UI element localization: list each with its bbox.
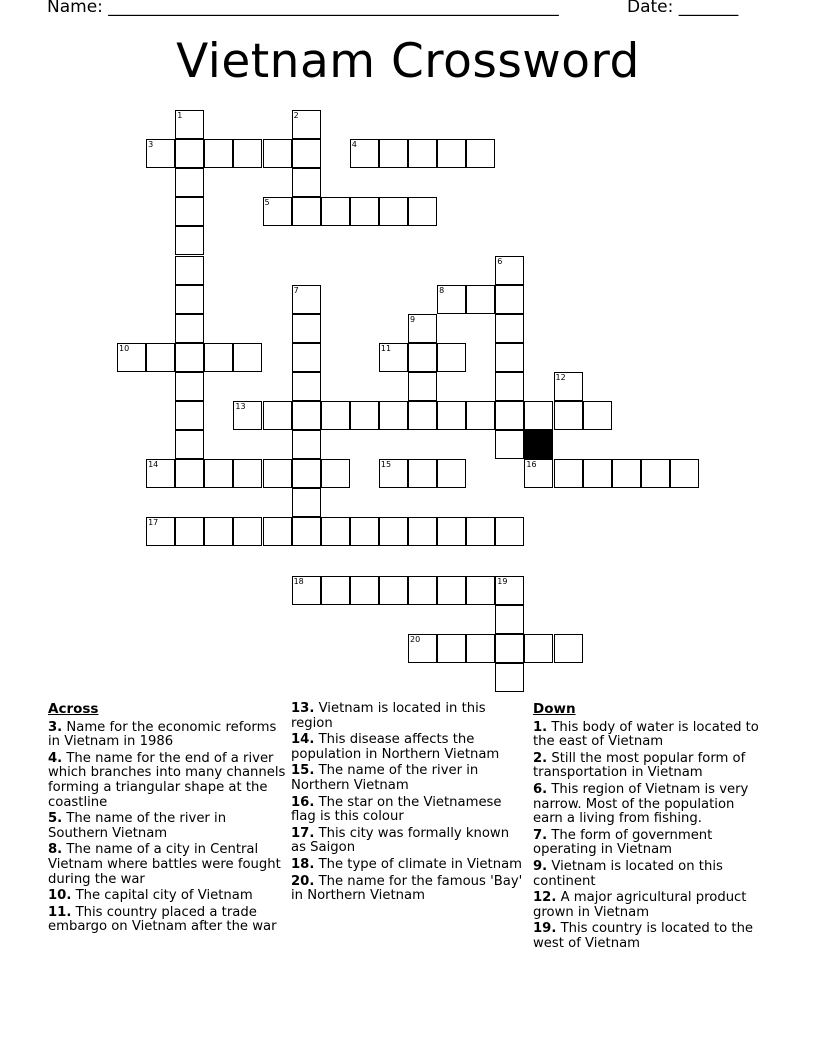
grid-cell[interactable]	[408, 139, 437, 168]
across-clue	[48, 812, 286, 841]
grid-cell[interactable]	[554, 401, 583, 430]
down-clue	[533, 860, 765, 889]
clue-number: 4	[351, 140, 357, 150]
grid-cell[interactable]	[263, 517, 292, 546]
clue-num: 20.	[291, 873, 315, 889]
grid-cell[interactable]	[321, 401, 350, 430]
grid-cell[interactable]	[466, 576, 495, 605]
across-clue	[48, 752, 286, 810]
grid-cell[interactable]	[437, 517, 466, 546]
grid-cell[interactable]	[408, 459, 437, 488]
grid-cell[interactable]	[175, 197, 204, 226]
clue-number: 11	[380, 343, 392, 353]
clue-number: 1	[177, 111, 183, 120]
grid-cell[interactable]	[524, 634, 553, 663]
grid-cell[interactable]	[292, 285, 321, 314]
clue-num: 3.	[48, 719, 63, 735]
down-heading: Down	[533, 701, 576, 717]
clue-number: 18	[293, 576, 304, 586]
grid-cell[interactable]	[408, 634, 437, 663]
clue-num: 6.	[533, 781, 548, 797]
grid-cell[interactable]	[175, 168, 204, 197]
down-clue	[533, 829, 765, 858]
clue-number: 6	[497, 256, 503, 266]
across-clue	[48, 889, 286, 904]
grid-cell[interactable]	[292, 110, 321, 139]
black-cell	[524, 430, 553, 459]
grid-cell[interactable]	[641, 459, 670, 488]
across-clue	[291, 764, 523, 793]
clue-text: This body of water is located to the east of Vietnam	[533, 719, 759, 750]
grid-cell[interactable]	[146, 343, 175, 372]
down-clues-column	[533, 702, 765, 954]
clue-num: 14.	[291, 732, 315, 748]
grid-cell[interactable]	[379, 401, 408, 430]
across-clue	[48, 906, 286, 935]
grid-cell[interactable]	[204, 459, 233, 488]
grid-cell[interactable]	[350, 401, 379, 430]
clue-num: 19.	[533, 921, 557, 937]
clue-num: 18.	[291, 856, 315, 872]
clue-text: Name for the economic reforms in Vietnam in 1986	[48, 719, 277, 750]
grid-cell[interactable]	[379, 517, 408, 546]
grid-cell[interactable]	[292, 401, 321, 430]
grid-cell[interactable]	[408, 517, 437, 546]
grid-cell[interactable]	[379, 576, 408, 605]
grid-cell[interactable]	[466, 517, 495, 546]
grid-cell[interactable]	[495, 372, 524, 401]
clue-num: 8.	[48, 842, 63, 858]
grid-cell[interactable]	[495, 256, 524, 285]
grid-cell[interactable]	[466, 285, 495, 314]
across-clue	[291, 827, 523, 856]
clue-number: 5	[264, 198, 270, 208]
clue-text: The form of government operating in Vietnam	[533, 827, 713, 858]
clue-number: 3	[148, 140, 154, 150]
grid-cell[interactable]	[437, 139, 466, 168]
grid-cell[interactable]	[408, 197, 437, 226]
name-field-label: Name: _____________________________________________________	[47, 0, 559, 17]
across-clue	[291, 733, 523, 762]
grid-cell[interactable]	[175, 226, 204, 255]
grid-cell[interactable]	[263, 197, 292, 226]
clue-text: The name of the river in Southern Vietnam	[48, 811, 227, 841]
clue-num: 4.	[48, 750, 63, 766]
grid-cell[interactable]	[379, 343, 408, 372]
clue-num: 15.	[291, 763, 315, 779]
clue-num: 16.	[291, 794, 315, 810]
grid-cell[interactable]	[350, 576, 379, 605]
clue-text: This region of Vietnam is very narrow. Most of the population earn a living from fishing.	[533, 781, 749, 827]
grid-cell[interactable]	[175, 372, 204, 401]
grid-cell[interactable]	[437, 343, 466, 372]
clue-number: 2	[293, 111, 299, 120]
grid-cell[interactable]	[233, 459, 262, 488]
grid-cell[interactable]	[146, 459, 175, 488]
grid-cell[interactable]	[146, 139, 175, 168]
clue-text: Still the most popular form of transportation in Vietnam	[533, 750, 746, 781]
grid-cell[interactable]	[554, 459, 583, 488]
down-clue	[533, 783, 765, 827]
grid-cell[interactable]	[495, 663, 524, 692]
grid-cell[interactable]	[292, 197, 321, 226]
clue-text: Vietnam is located in this region	[291, 701, 486, 731]
across-clue	[291, 858, 523, 873]
down-clue	[533, 922, 765, 951]
clue-text: This country placed a trade embargo on Vietnam after the war	[48, 904, 277, 935]
grid-cell[interactable]	[379, 139, 408, 168]
grid-cell[interactable]	[175, 401, 204, 430]
grid-cell[interactable]	[495, 401, 524, 430]
grid-cell[interactable]	[379, 459, 408, 488]
grid-cell[interactable]	[612, 459, 641, 488]
grid-cell[interactable]	[175, 285, 204, 314]
grid-cell[interactable]	[350, 139, 379, 168]
grid-cell[interactable]	[379, 197, 408, 226]
grid-cell[interactable]	[146, 517, 175, 546]
clue-num: 2.	[533, 750, 548, 766]
grid-cell[interactable]	[292, 139, 321, 168]
grid-cell[interactable]	[175, 110, 204, 139]
grid-cell[interactable]	[204, 343, 233, 372]
clue-number: 14	[148, 460, 159, 470]
grid-cell[interactable]	[321, 517, 350, 546]
grid-cell[interactable]	[437, 459, 466, 488]
clue-text: The name for the famous 'Bay' in Northern Vietnam	[291, 873, 523, 904]
grid-cell[interactable]	[350, 517, 379, 546]
grid-cell[interactable]	[408, 343, 437, 372]
clue-number: 20	[410, 634, 421, 644]
grid-cell[interactable]	[495, 285, 524, 314]
grid-cell[interactable]	[175, 343, 204, 372]
clue-number: 13	[235, 402, 246, 411]
grid-cell[interactable]	[321, 459, 350, 488]
clue-text: This country is located to the west of Vietnam	[533, 921, 754, 951]
grid-cell[interactable]	[495, 517, 524, 546]
grid-cell[interactable]	[408, 576, 437, 605]
grid-cell[interactable]	[495, 314, 524, 343]
grid-cell[interactable]	[292, 314, 321, 343]
clue-num: 9.	[533, 858, 548, 874]
across-clue	[48, 843, 286, 887]
grid-cell[interactable]	[437, 634, 466, 663]
clue-text: A major agricultural product grown in Vietnam	[533, 890, 747, 920]
across-clues-continued-column	[291, 702, 523, 906]
grid-cell[interactable]	[175, 517, 204, 546]
grid-cell[interactable]	[292, 372, 321, 401]
clue-number: 7	[293, 285, 299, 295]
across-clue	[48, 721, 286, 750]
clue-text: This disease affects the population in Northern Vietnam	[291, 732, 500, 762]
clue-num: 7.	[533, 827, 548, 843]
grid-cell[interactable]	[233, 517, 262, 546]
grid-cell[interactable]	[321, 197, 350, 226]
grid-cell[interactable]	[495, 430, 524, 459]
grid-cell[interactable]	[466, 634, 495, 663]
grid-cell[interactable]	[292, 168, 321, 197]
across-clue	[291, 875, 523, 904]
clue-number: 8	[439, 285, 445, 295]
clue-number: 16	[526, 460, 537, 470]
grid-cell[interactable]	[263, 401, 292, 430]
clue-num: 5.	[48, 811, 63, 827]
grid-cell[interactable]	[175, 139, 204, 168]
clue-num: 17.	[291, 825, 315, 841]
clue-number: 19	[497, 576, 508, 586]
clue-number: 17	[148, 518, 159, 528]
grid-cell[interactable]	[292, 459, 321, 488]
grid-cell[interactable]	[117, 343, 146, 372]
grid-cell[interactable]	[495, 634, 524, 663]
date-field-label: Date: _______	[627, 0, 739, 17]
grid-cell[interactable]	[350, 197, 379, 226]
grid-cell[interactable]	[554, 372, 583, 401]
down-clue	[533, 752, 765, 781]
grid-cell[interactable]	[263, 139, 292, 168]
clue-num: 10.	[48, 888, 72, 904]
across-clue	[291, 796, 523, 825]
grid-cell[interactable]	[321, 576, 350, 605]
clue-number: 10	[119, 343, 130, 353]
grid-cell[interactable]	[292, 576, 321, 605]
grid-cell[interactable]	[437, 401, 466, 430]
grid-cell[interactable]	[495, 343, 524, 372]
clue-num: 11.	[48, 904, 72, 920]
clue-text: The name of the river in Northern Vietnam	[291, 763, 479, 793]
grid-cell[interactable]	[495, 576, 524, 605]
across-clues-column	[48, 702, 286, 937]
grid-cell[interactable]	[408, 372, 437, 401]
across-clue	[291, 702, 523, 731]
grid-cell[interactable]	[233, 401, 262, 430]
clue-num: 13.	[291, 701, 315, 716]
down-clue	[533, 891, 765, 920]
clue-num: 12.	[533, 890, 557, 906]
clue-text: The capital city of Vietnam	[71, 888, 253, 904]
clue-num: 1.	[533, 719, 548, 735]
grid-cell[interactable]	[466, 139, 495, 168]
down-clue	[533, 721, 765, 750]
grid-cell[interactable]	[583, 401, 612, 430]
grid-cell[interactable]	[175, 314, 204, 343]
grid-cell[interactable]	[175, 430, 204, 459]
grid-cell[interactable]	[263, 459, 292, 488]
clue-number: 15	[380, 460, 392, 470]
grid-cell[interactable]	[292, 430, 321, 459]
grid-cell[interactable]	[524, 401, 553, 430]
grid-cell[interactable]	[437, 285, 466, 314]
clue-number: 9	[410, 314, 416, 324]
grid-cell[interactable]	[233, 343, 262, 372]
clue-text: The name of a city in Central Vietnam where battles were fought during the war	[48, 842, 281, 887]
grid-cell[interactable]	[204, 517, 233, 546]
grid-cell[interactable]	[466, 401, 495, 430]
grid-cell[interactable]	[583, 459, 612, 488]
clue-text: The type of climate in Vietnam	[314, 856, 523, 872]
grid-cell[interactable]	[175, 459, 204, 488]
grid-cell[interactable]	[524, 459, 553, 488]
grid-cell[interactable]	[175, 256, 204, 285]
grid-cell[interactable]	[233, 139, 262, 168]
grid-cell[interactable]	[292, 517, 321, 546]
clue-number: 12	[555, 372, 566, 382]
clue-text: The star on the Vietnamese flag is this colour	[291, 794, 502, 825]
across-heading: Across	[48, 701, 99, 717]
grid-cell[interactable]	[670, 459, 699, 488]
grid-cell[interactable]	[292, 488, 321, 517]
grid-cell[interactable]	[408, 314, 437, 343]
page-title: Vietnam Crossword	[176, 34, 640, 89]
grid-cell[interactable]	[292, 343, 321, 372]
clue-text: Vietnam is located on this continent	[533, 858, 723, 889]
clue-text: This city was formally known as Saigon	[291, 825, 510, 856]
grid-cell[interactable]	[554, 634, 583, 663]
grid-cell[interactable]	[495, 605, 524, 634]
grid-cell[interactable]	[204, 139, 233, 168]
grid-cell[interactable]	[437, 576, 466, 605]
grid-cell[interactable]	[408, 401, 437, 430]
clue-text: The name for the end of a river which branches into many channels forming a triangular shape at the coastline	[48, 750, 286, 810]
